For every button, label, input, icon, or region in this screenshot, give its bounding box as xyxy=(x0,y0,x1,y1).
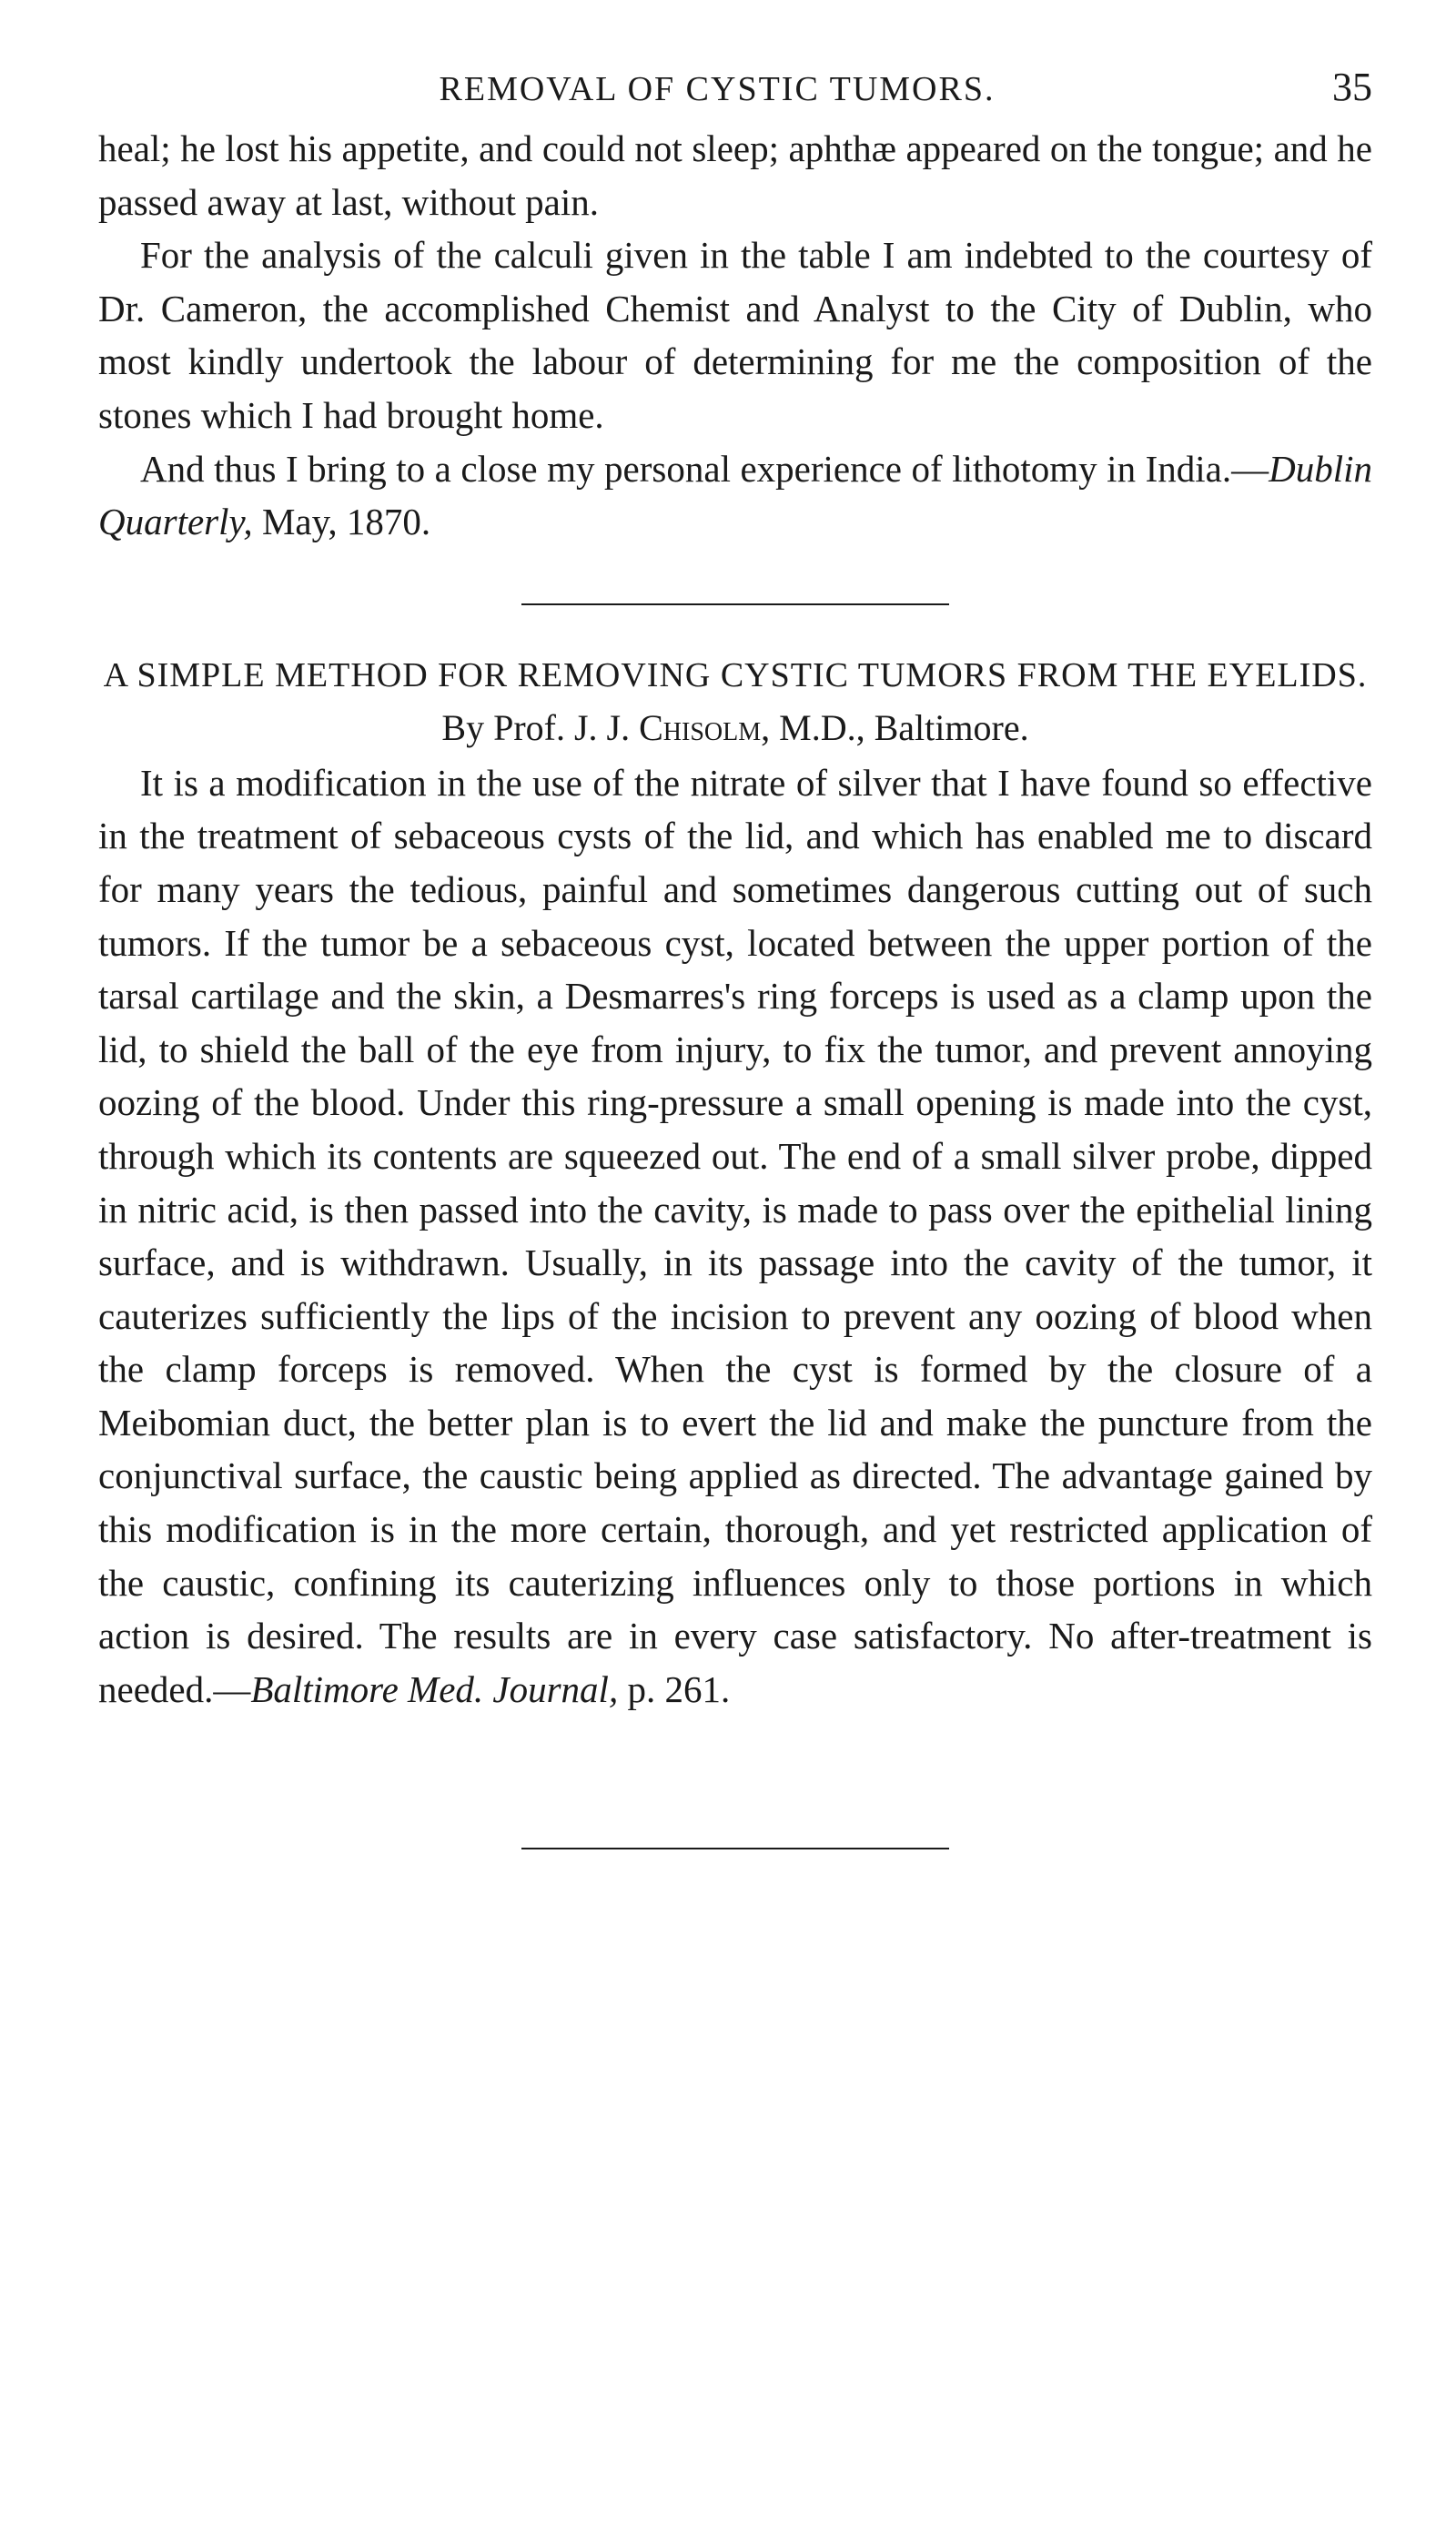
closing-source: Dublin Quarterly, xyxy=(98,447,1372,543)
article-source: Baltimore Med. Journal, xyxy=(250,1667,619,1710)
book-page xyxy=(98,64,1372,1849)
running-title: REMOVAL OF CYSTIC TUMORS. xyxy=(439,70,996,108)
paragraph-closing xyxy=(98,442,1372,549)
article-byline xyxy=(98,702,1372,755)
article-body-text: It is a modification in the use of the nitrate of silver that I have found so effective in the treatment of sebaceous cysts of the lid, and which has enabled me to discard for many years the tedious, painful and sometimes dangerous cutting out of such tumors. If the tumor be a sebaceous cyst, located between the upper portion of the tarsal cartilage and the skin, a Desmarres's ring forceps is used as a clamp upon the lid, to shield the ball of the eye from injury, to fix the tumor, and prevent annoying oozing of the blood. Under this ring-pressure a small opening is made into the cyst, through which its contents are squeezed out. The end of a small silver probe, dipped in nitric acid, is then passed into the cavity, is made to pass over the epithelial lining surface, and is withdrawn. Usually, in its passage into the cavity of the tumor, it cauterizes sufficiently the lips of the incision to prevent any oozing of blood when the clamp forceps is removed. When the cyst is formed by the closure of a Meibomian duct, the better plan is to evert the lid and make the puncture from the conjunctival surface, the caustic being applied as directed. The advantage gained by this modification is in the more certain, thorough, and yet restricted application of the caustic, confining its cauterizing influences only to those portions in which action is desired. The results are in every case satisfactory. No after-treatment is needed.— xyxy=(98,761,1372,1710)
article-source-page: p. 261. xyxy=(618,1667,731,1710)
article-title: A SIMPLE METHOD FOR REMOVING CYSTIC TUMORS FROM THE EYELIDS. xyxy=(103,655,1368,694)
closing-text: And thus I bring to a close my personal experience of lithotomy in India.— xyxy=(140,447,1269,490)
article-body xyxy=(98,756,1372,1717)
running-head xyxy=(98,64,1372,122)
page-number: 35 xyxy=(1332,65,1372,109)
section-divider xyxy=(521,603,949,605)
paragraph-analysis: For the analysis of the calculi given in the table I am indebted to the courtesy of Dr. Cameron, the accomplished Chemist and Analyst to the City of Dublin, who most kindly undertook the labour of determining for me the composition of the stones which I had brought home. xyxy=(98,234,1372,436)
paragraph-continued: heal; he lost his appetite, and could not sleep; aphthæ appeared on the tongue; and he passed away at last, without pain. xyxy=(98,127,1372,223)
byline-author: Chisolm xyxy=(639,706,762,748)
end-divider xyxy=(521,1848,949,1849)
byline-suffix: , M.D., Baltimore. xyxy=(761,706,1029,748)
closing-date: May, 1870. xyxy=(252,501,431,543)
byline-prefix: By Prof. J. J. xyxy=(441,706,640,748)
